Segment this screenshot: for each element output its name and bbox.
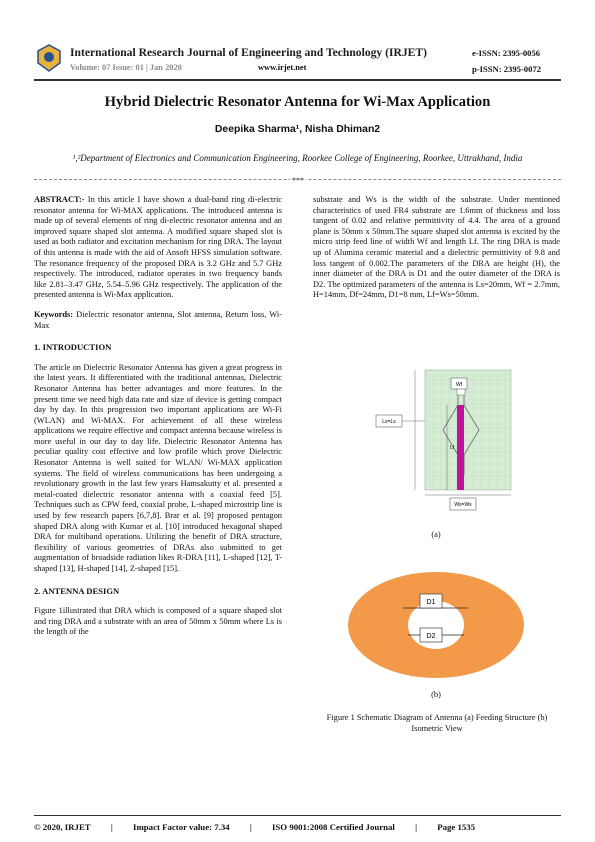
journal-name: International Research Journal of Engineering and Technology (IRJET) — [70, 46, 427, 59]
separator-stars: *** — [292, 176, 304, 185]
affiliation: ¹,²Department of Electronics and Communication Engineering, Roorkee College of Engineering, Roorkee, Uttrakhand, India — [72, 153, 523, 163]
keywords — [34, 310, 282, 331]
section-2-text: Figure 1illustrated that DRA which is composed of a square shaped slot and ring DRA and a substrate with an area of 50mm x 50mm where Ls is the length of the — [34, 606, 282, 637]
subfigure-b-label: (b) — [431, 690, 441, 699]
section-1-text: The article on Dielectric Resonator Antenna has given a great progress in the latest years. It differentiated with the traditional antennas, Dielectric Resonator Antenna has better advantages and more features. In the present time we need high data rate and size of device is getting compact day by day. In this progression two important applications are Wi-Fi (WLAN) and Wi-MAX. For achievement of all these wireless applications we require effective and compact antenna because wireless is more useful in our day to day life. Dielectric Resonator Antenna has peculiar quality cost effective and low profile which prove Dielectric Resonator Antenna is well suited for WLAN/ Wi-MAX application systems. The field of wireless communications has been undergoing a revolutionary growth in the last few years Hamsakutty et al. presented a metal-coated dielectric resonator antenna with a coaxial feed [5]. Techniques such as CPW feed, coaxial probe, L-shaped microstrip line is used by few research papers [6,7,8]. Brar et al. [9] proposed pentagon shaped DRA along with Kumar et al. [10] introduced hexagonal shaped DRA for multiband operations. Utilizing the benefit of DRA structure, flexibility of various geometries of DRAs also submitted to get augmentation of broadside radiation likes R-DRA [11], L-shaped [12], T-shaped [13], H-shaped [14], Z-shaped [15]. — [34, 362, 282, 573]
keywords-text: Dielectric resonator antenna, Slot antenna, Return loss, Wi-Max — [34, 309, 282, 330]
volume-info: Volume: 07 Issue: 01 | Jan 2020 — [70, 63, 182, 72]
figure-feeding-structure — [375, 365, 515, 520]
authors: Deepika Sharma¹, Nisha Dhiman2 — [214, 124, 381, 135]
ws-label: Ws=Ws — [454, 502, 472, 508]
header-rule — [34, 79, 561, 81]
substrate — [425, 370, 511, 490]
website-link[interactable]: www.irjet.net — [258, 63, 307, 72]
wf-label: Wf — [455, 382, 463, 388]
figure-caption: Figure 1 Schematic Diagram of Antenna (a) Feeding Structure (b) Isometric View — [326, 713, 548, 733]
abstract-text: In this article I have shown a dual-band ring di-electric resonator antenna for Wi-MAX applications. The introduced antenna is made up of several elements of ring di-electric resonator antenna and an improved square shaped slot antenna. A modified square shaped slot is used as both radiator and excitation mechanism for ring DRA. The layout of this antenna is made with the aid of Ansoft HFSS simulation software. The resonance frequency of the proposed DRA is 3.2 GHz and 5.7 GHz respectively. The introduced, radiator operates in two frequency bands like 2.81–3.47 GHz, 5.54–5.96 GHz respectively. The application of the presented antenna is Wi-Max application. — [34, 195, 282, 300]
lf-label: Lf — [450, 445, 455, 451]
section-2-heading: 2. ANTENNA DESIGN — [34, 585, 120, 596]
keywords-label: Keywords: — [34, 309, 74, 319]
left-column — [34, 195, 282, 638]
footer-iso: ISO 9001:2008 Certified Journal — [271, 822, 395, 832]
d2-label: D2 — [426, 633, 436, 640]
abstract — [34, 195, 282, 301]
figure-isometric-view — [346, 570, 526, 680]
irjet-logo — [34, 43, 64, 73]
ls-label: Ls=Ls — [382, 419, 396, 425]
footer-copyright: © 2020, IRJET — [34, 822, 91, 832]
feed-line — [457, 405, 464, 490]
right-column-text: substrate and Ws is the width of the substrate. Under mentioned characteristics of used FR4 substrate are 1.6mm of thickness and loss tangent of 0.02 and relative permittivity of 4.4. The area of a ground plane is 50mm x 50mm.The square shaped slot antenna is excited by the micro strip feed line of width Wf and length Lf. The ring DRA is made up of Alumina ceramic material and a dielectric permittivity of 9.8 and loss tangent of 0.002.The parameters of the DRA are height (H), the inner diameter of the DRA is D1 and the outer diameter of the DRA is D2. The optimized parameters of the antenna is Ls=20mm, Wf = 2.7mm, H=14mm, Df=24mm, D1=8 mm, Lf=Ws=50mm. — [313, 195, 560, 300]
section-1-heading: 1. INTRODUCTION — [34, 342, 112, 353]
subfigure-a-label: (a) — [431, 530, 441, 539]
footer: © 2020, IRJET | Impact Factor value: 7.34 | ISO 9001:2008 Certified Journal | Page 1535 — [34, 822, 476, 832]
d1-label: D1 — [426, 599, 436, 606]
footer-impact: Impact Factor value: 7.34 — [133, 822, 230, 832]
footer-rule — [34, 815, 561, 816]
eissn: e-ISSN: 2395-0056 — [472, 48, 541, 58]
pissn: p-ISSN: 2395-0072 — [472, 64, 541, 74]
paper-title: Hybrid Dielectric Resonator Antenna for Wi-Max Application — [104, 94, 491, 110]
abstract-label: ABSTRACT:- — [34, 195, 85, 204]
footer-page: Page 1535 — [437, 822, 476, 832]
